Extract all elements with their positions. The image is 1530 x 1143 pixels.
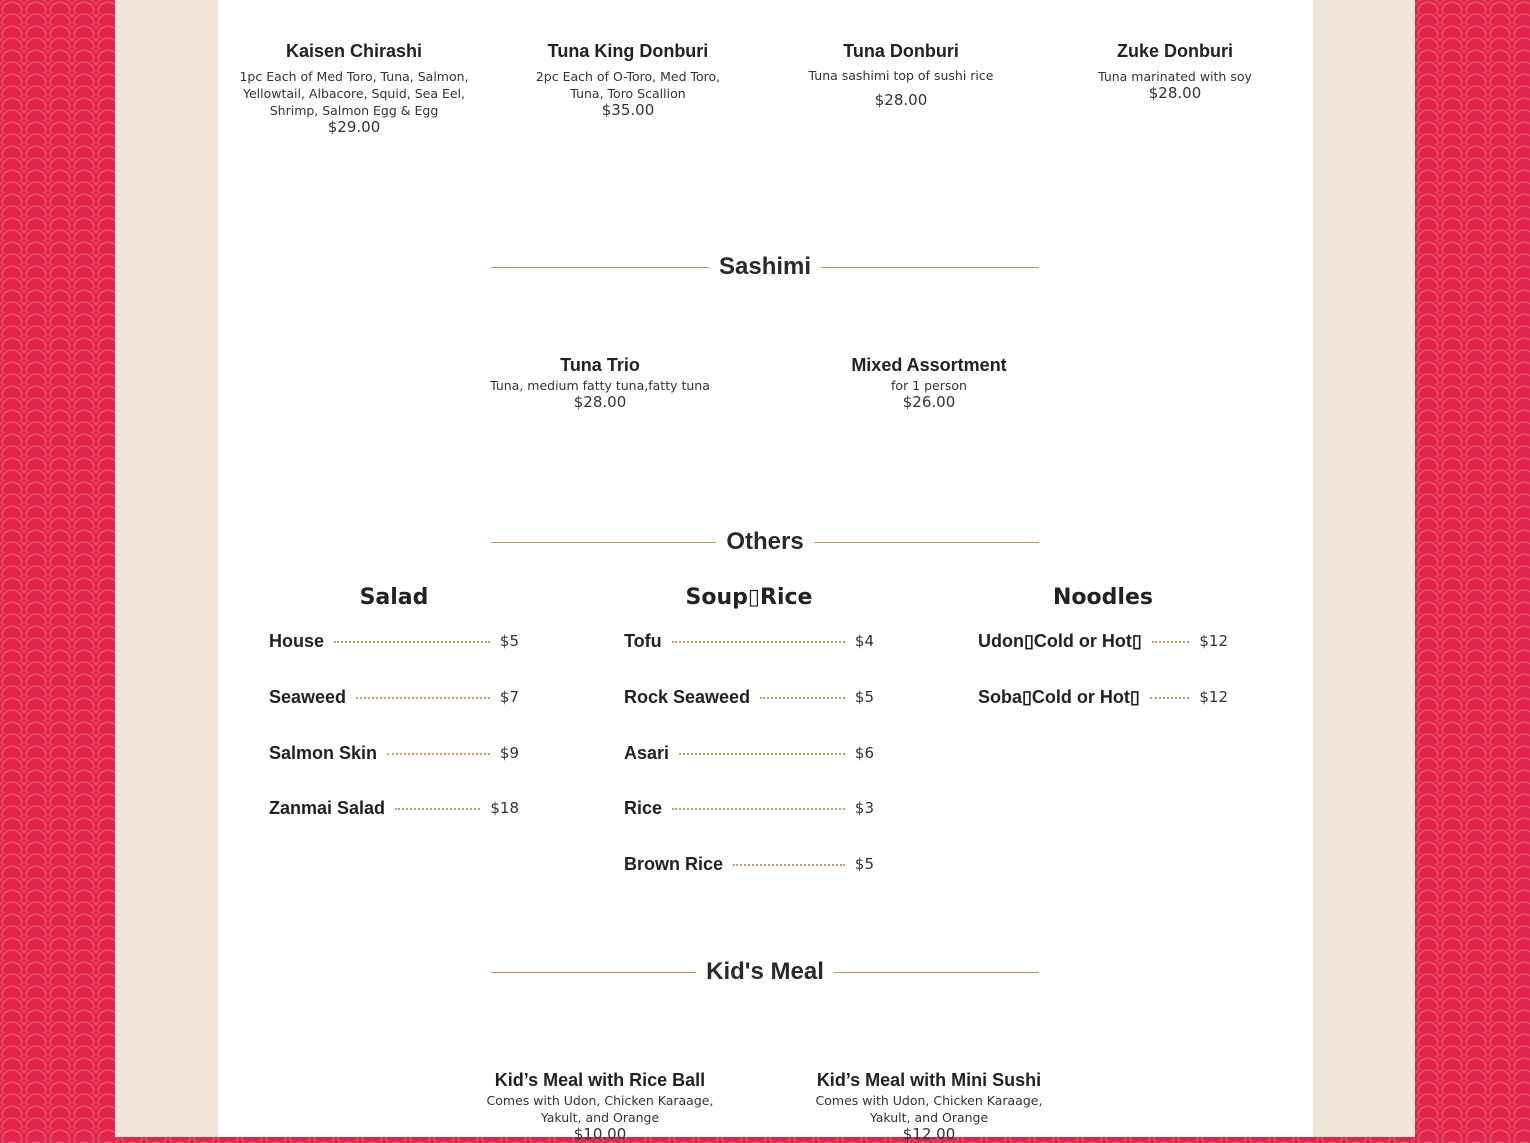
divider-line bbox=[821, 267, 1039, 268]
column-title-noodles: Noodles bbox=[1053, 585, 1153, 610]
item-desc: Comes with Udon, Chicken Karaage, Yakult, and Orange bbox=[815, 1093, 1043, 1125]
price-row[interactable] bbox=[269, 630, 519, 652]
menu-item-mixed-assortment[interactable] bbox=[809, 354, 1049, 411]
item-desc: 1pc Each of Med Toro, Tuna, Salmon, Yellowtail, Albacore, Squid, Sea Eel, Shrimp, Salmon Egg & Egg bbox=[239, 69, 469, 118]
price-row[interactable] bbox=[624, 686, 874, 708]
row-name: Udon▯Cold or Hot▯ bbox=[978, 630, 1142, 651]
price-row[interactable] bbox=[978, 630, 1228, 652]
item-name: Tuna Donburi bbox=[843, 41, 959, 61]
row-price: $5 bbox=[499, 632, 519, 650]
section-heading-others bbox=[491, 527, 1039, 557]
row-price: $12 bbox=[1199, 632, 1228, 650]
dot-leader bbox=[672, 808, 845, 810]
dot-leader bbox=[760, 697, 845, 699]
menu-item-kaisen-chirashi[interactable] bbox=[238, 40, 470, 136]
price-row[interactable] bbox=[269, 797, 519, 819]
section-title: Kid's Meal bbox=[706, 958, 824, 985]
price-row[interactable] bbox=[624, 742, 874, 764]
row-price: $5 bbox=[854, 688, 874, 706]
item-desc: 2pc Each of O-Toro, Med Toro, Tuna, Toro Scallion bbox=[535, 69, 721, 101]
item-desc: Tuna, medium fatty tuna,fatty tuna bbox=[490, 378, 710, 393]
dot-leader bbox=[733, 864, 845, 866]
divider-line bbox=[491, 542, 716, 543]
menu-item-kids-meal-mini-sushi[interactable] bbox=[809, 1069, 1049, 1143]
row-name: Soba▯Cold or Hot▯ bbox=[978, 686, 1140, 707]
dot-leader bbox=[672, 641, 845, 643]
item-price: $28.00 bbox=[1148, 84, 1202, 102]
menu-item-kids-meal-rice-ball[interactable] bbox=[480, 1069, 720, 1143]
section-title: Others bbox=[726, 528, 804, 555]
row-name: Asari bbox=[624, 742, 670, 763]
divider-line bbox=[834, 972, 1039, 973]
item-name: Tuna King Donburi bbox=[547, 41, 709, 61]
dot-leader bbox=[387, 753, 490, 755]
row-price: $18 bbox=[490, 799, 519, 817]
row-price: $9 bbox=[499, 744, 519, 762]
dot-leader bbox=[1152, 641, 1190, 643]
row-name: Salmon Skin bbox=[269, 742, 378, 763]
menu-item-zuke-donburi[interactable] bbox=[1065, 40, 1285, 102]
dot-leader bbox=[1150, 697, 1190, 699]
item-price: $28.00 bbox=[573, 393, 627, 411]
row-name: Rice bbox=[624, 797, 663, 818]
item-price: $26.00 bbox=[902, 393, 956, 411]
menu-item-tuna-trio[interactable] bbox=[480, 354, 720, 411]
divider-line bbox=[491, 972, 696, 973]
item-desc: Comes with Udon, Chicken Karaage, Yakult, and Orange bbox=[486, 1093, 714, 1125]
menu-item-tuna-donburi[interactable] bbox=[790, 40, 1012, 109]
row-price: $5 bbox=[854, 855, 874, 873]
item-desc: for 1 person bbox=[891, 378, 967, 393]
row-name: Seaweed bbox=[269, 686, 347, 707]
item-price: $10.00 bbox=[573, 1125, 627, 1143]
column-title-soup-rice: Soup▯Rice bbox=[685, 585, 813, 610]
row-price: $6 bbox=[854, 744, 874, 762]
row-name: Brown Rice bbox=[624, 853, 724, 874]
row-price: $3 bbox=[854, 799, 874, 817]
item-price: $35.00 bbox=[601, 101, 655, 119]
section-heading-sashimi bbox=[491, 252, 1039, 282]
divider-line bbox=[491, 267, 709, 268]
row-price: $12 bbox=[1199, 688, 1228, 706]
dot-leader bbox=[395, 808, 480, 810]
column-title-salad: Salad bbox=[359, 585, 429, 610]
row-name: Tofu bbox=[624, 630, 662, 651]
item-name: Tuna Trio bbox=[560, 355, 640, 375]
price-row[interactable] bbox=[978, 686, 1228, 708]
item-name: Kaisen Chirashi bbox=[285, 41, 423, 61]
item-name: Kid’s Meal with Rice Ball bbox=[494, 1070, 706, 1090]
row-price: $4 bbox=[854, 632, 874, 650]
price-row[interactable] bbox=[624, 630, 874, 652]
item-price: $28.00 bbox=[874, 91, 928, 109]
price-row[interactable] bbox=[624, 797, 874, 819]
row-name: Zanmai Salad bbox=[269, 797, 386, 818]
item-name: Mixed Assortment bbox=[851, 355, 1007, 375]
price-row[interactable] bbox=[269, 742, 519, 764]
item-price: $12.00 bbox=[902, 1125, 956, 1143]
menu-item-tuna-king-donburi[interactable] bbox=[522, 40, 734, 119]
divider-line bbox=[814, 542, 1039, 543]
item-name: Zuke Donburi bbox=[1117, 41, 1233, 61]
item-name: Kid’s Meal with Mini Sushi bbox=[816, 1070, 1042, 1090]
row-name: Rock Seaweed bbox=[624, 686, 751, 707]
section-heading-kids-meal bbox=[491, 957, 1039, 987]
row-name: House bbox=[269, 630, 325, 651]
item-desc: Tuna sashimi top of sushi rice bbox=[808, 68, 994, 83]
item-price: $29.00 bbox=[327, 118, 381, 136]
dot-leader bbox=[334, 641, 490, 643]
section-title: Sashimi bbox=[718, 253, 812, 280]
dot-leader bbox=[679, 753, 845, 755]
row-price: $7 bbox=[499, 688, 519, 706]
price-row[interactable] bbox=[624, 853, 874, 875]
dot-leader bbox=[356, 697, 490, 699]
price-row[interactable] bbox=[269, 686, 519, 708]
item-desc: Tuna marinated with soy bbox=[1098, 69, 1252, 84]
